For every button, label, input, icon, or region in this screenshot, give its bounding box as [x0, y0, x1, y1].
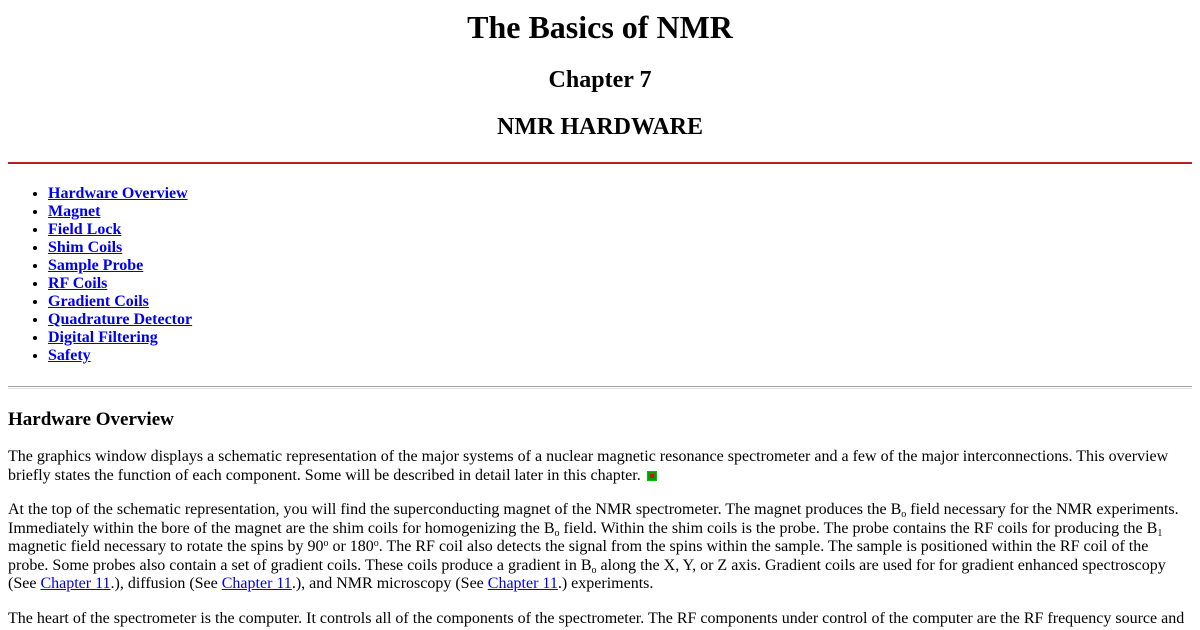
text: field. Within the shim coils is the probe. The probe contains the RF coils for producing the B	[559, 519, 1158, 537]
text: field necessary for the NMR experiments. Immediately within the bore of the magnet are the shim coils for homogenizing the B	[8, 501, 1179, 537]
toc-item	[48, 293, 1192, 311]
toc-item	[48, 347, 1192, 365]
section-heading: NMR HARDWARE	[497, 114, 703, 140]
subscript: o	[901, 509, 907, 520]
subscript: o	[554, 527, 560, 539]
text: .), and NMR microscopy (See	[291, 575, 488, 592]
toc-item	[48, 257, 1192, 275]
text: .), diffusion (See	[110, 575, 222, 592]
toc-link-shim-coils[interactable]: Shim Coils	[48, 239, 123, 256]
chapter-11-link[interactable]: Chapter 11	[40, 575, 111, 592]
red-divider	[8, 162, 1192, 164]
toc-link-sample-probe[interactable]: Sample Probe	[48, 257, 144, 274]
subscript: o	[591, 564, 597, 576]
page-title: The Basics of NMR	[467, 9, 733, 45]
superscript: o	[373, 538, 379, 549]
toc-item	[48, 221, 1192, 239]
chapter-11-link[interactable]: Chapter 11	[221, 575, 292, 592]
toc-link-quadrature-detector[interactable]: Quadrature Detector	[48, 311, 193, 328]
toc-link-magnet[interactable]: Magnet	[48, 203, 101, 220]
text: along the X, Y, or Z axis. Gradient coils are used for for gradient enhanced spectroscopy (See	[8, 556, 1166, 592]
toc-link-field-lock[interactable]: Field Lock	[48, 221, 122, 238]
text: . The RF coil also detects the signal from the spins within the sample. The sample is positioned within the RF coil of the probe. Some probes also contain a set of gradient coils. These coils produce a gradient in B	[8, 538, 1149, 574]
toc-link-rf-coils[interactable]: RF Coils	[48, 275, 108, 292]
toc-link-gradient-coils[interactable]: Gradient Coils	[48, 293, 149, 310]
overview-paragraph-3: The heart of the spectrometer is the computer. It controls all of the components of the spectrometer. The RF components under control of the computer are the RF frequency source and	[8, 609, 1185, 627]
toc-item	[48, 311, 1192, 329]
overview-p1-text: The graphics window displays a schematic representation of the major systems of a nuclear magnetic resonance spectrometer and a few of the major interconnections. This overview briefly states the function of each component. Some will be described in detail later in this chapter.	[8, 448, 1169, 484]
toc-link-hardware-overview[interactable]: Hardware Overview	[48, 185, 188, 202]
toc-item	[48, 275, 1192, 293]
chapter-heading: Chapter 7	[548, 67, 652, 93]
graphics-window-icon[interactable]	[647, 471, 657, 481]
gray-divider	[8, 386, 1192, 389]
text: magnetic field necessary to rotate the spins by 90	[8, 538, 324, 555]
overview-heading: Hardware Overview	[8, 409, 174, 430]
toc-item	[48, 185, 1192, 203]
text: or 180	[328, 538, 374, 555]
chapter-11-link[interactable]: Chapter 11	[487, 575, 558, 592]
text: At the top of the schematic representation, you will find the superconducting magnet of the NMR spectrometer. The magnet produces the B	[8, 501, 902, 518]
text: .) experiments.	[557, 575, 654, 592]
subscript: 1	[1157, 527, 1163, 539]
superscript: o	[323, 538, 329, 549]
overview-paragraph-2	[8, 501, 1192, 594]
overview-paragraph-1	[8, 448, 1192, 485]
toc-link-digital-filtering[interactable]: Digital Filtering	[48, 329, 158, 346]
toc-item	[48, 203, 1192, 221]
toc-link-safety[interactable]: Safety	[48, 347, 91, 364]
table-of-contents	[8, 185, 1192, 365]
toc-item	[48, 239, 1192, 257]
toc-item	[48, 329, 1192, 347]
